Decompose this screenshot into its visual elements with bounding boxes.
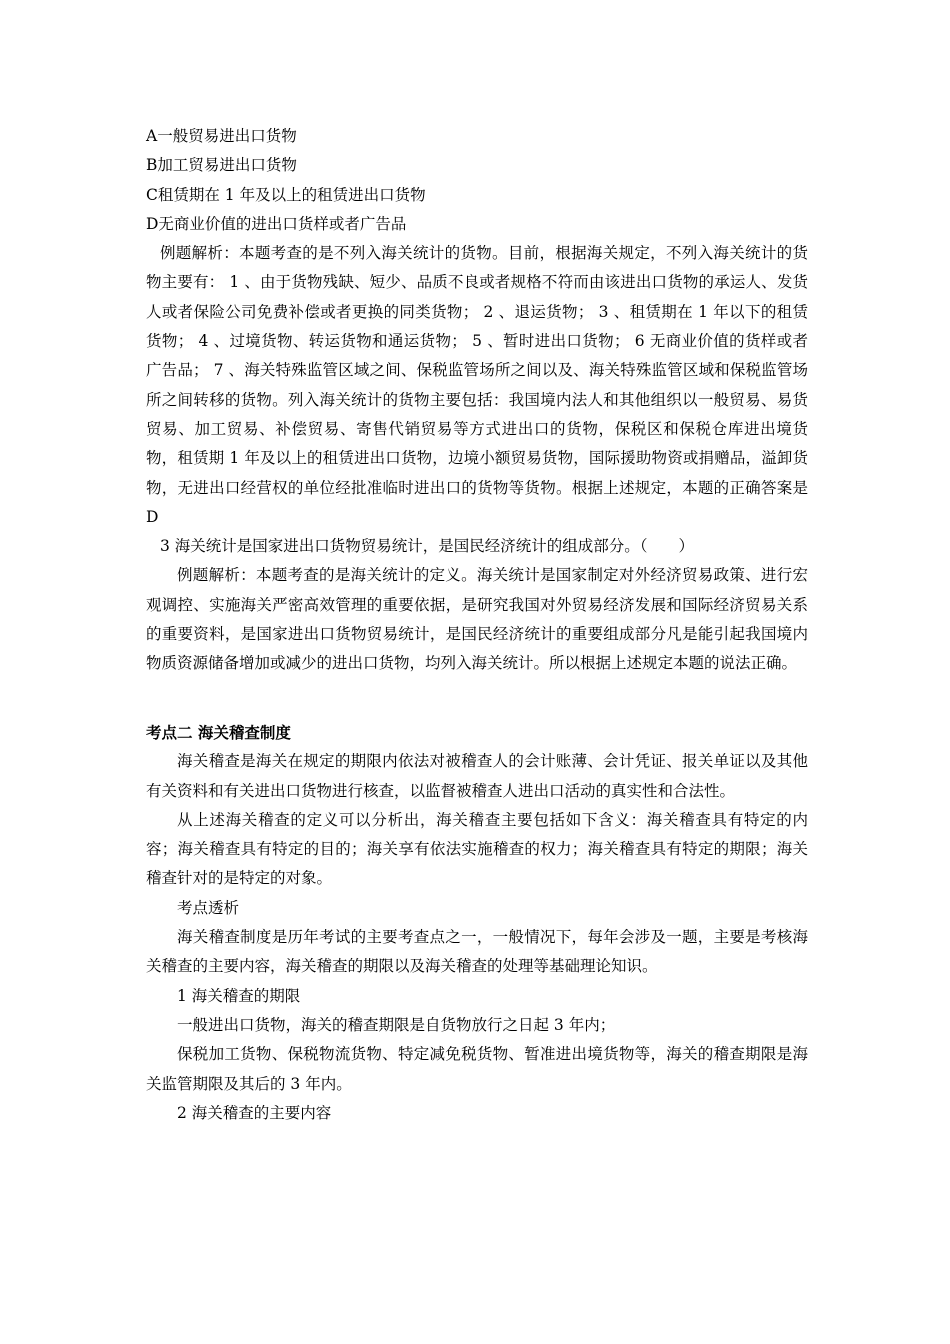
- option-c: C租赁期在 1 年及以上的租赁进出口货物: [146, 185, 426, 204]
- item-1-general: 一般进出口货物，海关的稽查期限是自货物放行之日起 3 年内；: [177, 1015, 616, 1034]
- item-1-title: 1 海关稽查的期限: [177, 986, 301, 1005]
- overview-paragraph: 海关稽查制度是历年考试的主要考查点之一，一般情况下，每年会涉及一题，主要是考核海关稽查的主要内容，海关稽查的期限以及海关稽查的处理等基础理论知识。: [146, 928, 808, 976]
- section-heading: 考点二 海关稽查制度: [146, 722, 291, 742]
- meaning-paragraph: 从上述海关稽查的定义可以分析出，海关稽查主要包括如下含义：海关稽查具有特定的内容；海关稽查具有特定的目的；海关享有依法实施稽查的权力；海关稽查具有特定的期限；海关稽查针对的是特定的对象。: [146, 810, 808, 888]
- blank-line: [146, 679, 808, 708]
- option-b: B加工贸易进出口货物: [146, 156, 297, 175]
- subheading: 考点透析: [177, 898, 240, 917]
- question-3: 3 海关统计是国家进出口货物贸易统计，是国民经济统计的组成部分。（ ）: [160, 537, 695, 556]
- analysis-paragraph-1: 例题解析：本题考查的是不列入海关统计的货物。目前，根据海关规定，不列入海关统计的货物主要有： 1 、由于货物残缺、短少、品质不良或者规格不符而由该进出口货物的承运人、发货人或者保险公司免费补偿或者更换的同类货物； 2 、退运货物； 3 、租赁期在 1 年以下的租赁货物； 4 、过境货物、转运货物和通运货物； 5 、暂时进出口货物； 6 无商业价值的货样或者广告品； 7 、海关特殊监管区域之间、保税监管场所之间以及、海关特殊监管区域和保税监管场所之间转移的货物。列入海关统计的货物主要包括：我国境内法人和其他组织以一般贸易、易货贸易、加工贸易、补偿贸易、寄售代销贸易等方式进出口的货物，保税区和保税仓库进出境货物，租赁期 1 年及以上的租赁进出口货物，边境小额贸易货物，国际援助物资或捐赠品，溢卸货物，无进出口经营权的单位经批准临时进出口的货物等货物。根据上述规定，本题的正确答案是 D: [146, 244, 808, 526]
- analysis-paragraph-3: 例题解析：本题考查的是海关统计的定义。海关统计是国家制定对外经济贸易政策、进行宏观调控、实施海关严密高效管理的重要依据，是研究我国对外贸易经济发展和国际经济贸易关系的重要资料，是国家进出口货物贸易统计，是国民经济统计的重要组成部分凡是能引起我国境内物质资源储备增加或减少的进出口货物，均列入海关统计。所以根据上述规定本题的说法正确。: [146, 566, 808, 673]
- item-2-title: 2 海关稽查的主要内容: [177, 1103, 332, 1122]
- definition-paragraph: 海关稽查是海关在规定的期限内依法对被稽查人的会计账薄、会计凭证、报关单证以及其他有关资料和有关进出口货物进行核查，以监督被稽查人进出口活动的真实性和合法性。: [146, 752, 808, 800]
- item-1-bonded: 保税加工货物、保税物流货物、特定减免税货物、暂准进出境货物等，海关的稽查期限是海关监管期限及其后的 3 年内。: [146, 1045, 808, 1093]
- option-d: D无商业价值的进出口货样或者广告品: [146, 214, 407, 233]
- document-page: [146, 122, 808, 1128]
- option-a: A一般贸易进出口货物: [146, 127, 297, 145]
